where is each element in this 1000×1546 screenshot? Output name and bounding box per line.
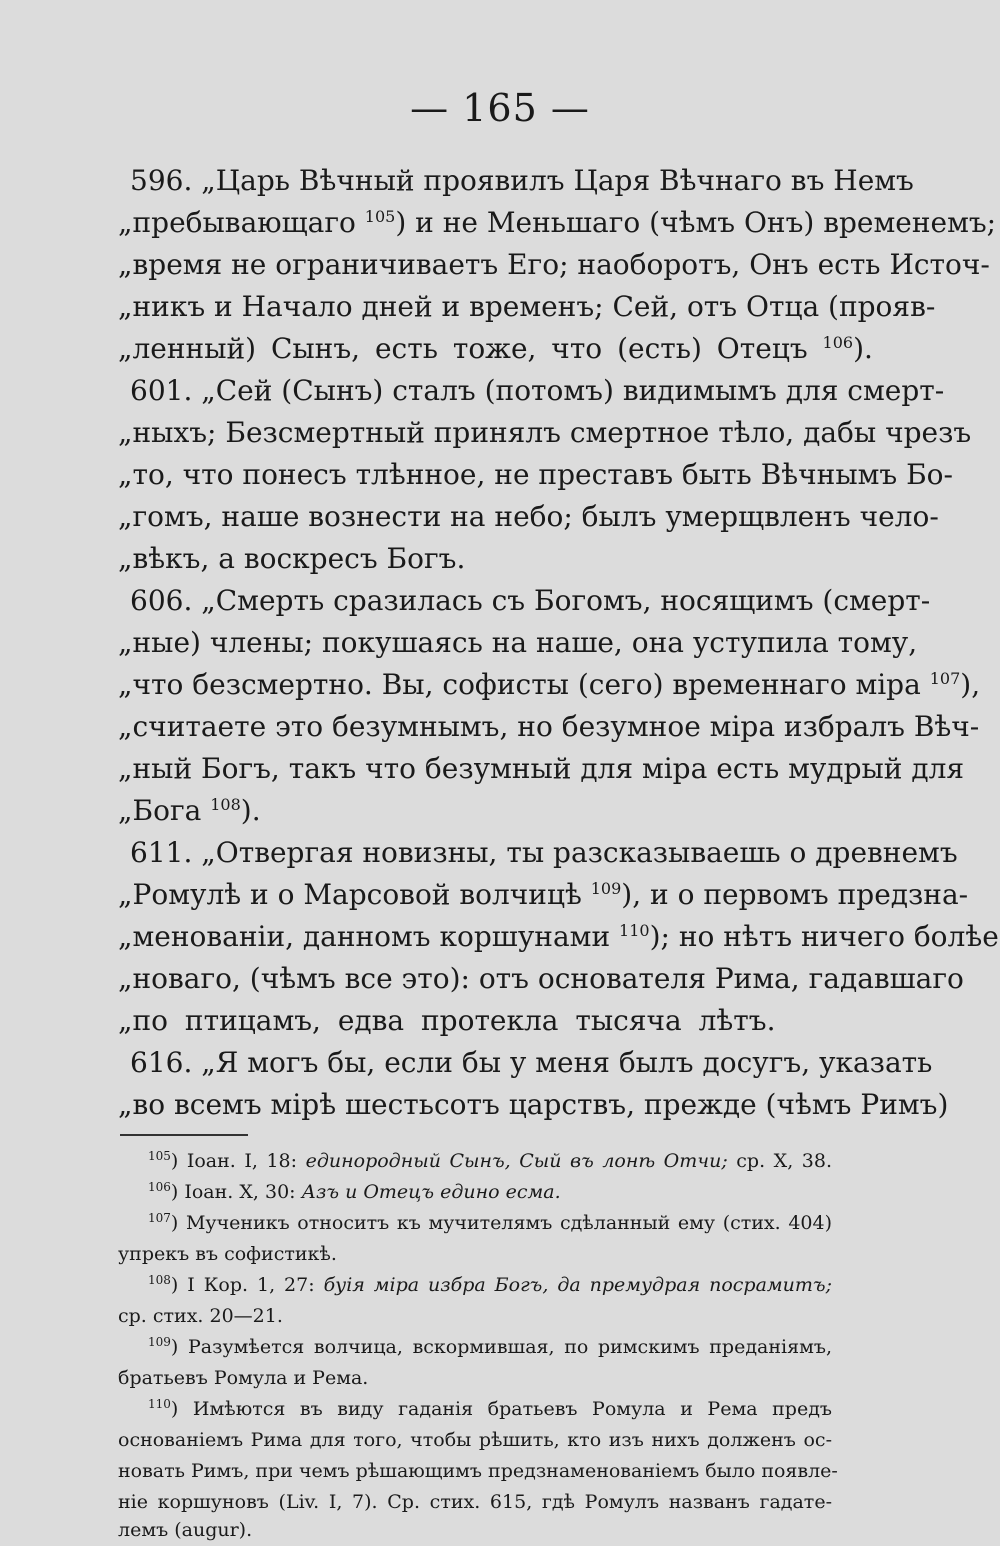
footnote-108: $^{108}$) I Кор. 1, 27: буія міра избра Богъ, да премудрая посрамитъ; — [148, 1273, 832, 1296]
text-line: „то, что понесъ тлѣнное, не преставъ быть Вѣчнымъ Бо- — [118, 458, 953, 491]
text-line: 616. „Я могъ бы, если бы у меня былъ досугъ, указать — [130, 1046, 933, 1079]
text-line: „Бога $^{108}$). — [118, 794, 261, 827]
footnote-ref[interactable]: 109 — [590, 879, 622, 898]
text-line: „по птицамъ, едва протекла тысяча лѣтъ. — [118, 1004, 776, 1037]
footnote-110: $^{110}$) Имѣются въ виду гаданія братьевъ Ромула и Рема предъ — [148, 1397, 832, 1420]
footnote-ref[interactable]: 107 — [929, 669, 961, 688]
footnote-ref[interactable]: 110 — [619, 921, 650, 940]
text-line: „ные) члены; покушаясь на наше, она уступила тому, — [118, 626, 918, 659]
footnote-105: $^{105}$) Іоан. I, 18: единородный Сынъ, Сый въ лонѣ Отчи; ср. X, 38. — [148, 1149, 832, 1172]
text-line: „время не ограничиваетъ Его; наоборотъ, Онъ есть Источ- — [118, 248, 990, 281]
page-number: — 165 — — [410, 86, 590, 130]
text-line: „Ромулѣ и о Марсовой волчицѣ $^{109}$), и о первомъ предзна- — [118, 878, 969, 911]
text-line: „гомъ, наше вознести на небо; былъ умерщвленъ чело- — [118, 500, 939, 533]
footnote-divider — [120, 1134, 248, 1136]
footnote-110-cont: основаніемъ Рима для того, чтобы рѣшить, кто изъ нихъ долженъ ос- — [118, 1429, 832, 1451]
footnote-110-cont: ніе коршуновъ (Liv. I, 7). Ср. стих. 615, гдѣ Ромулъ названъ гадате- — [118, 1491, 832, 1513]
text-line: „никъ и Начало дней и временъ; Сей, отъ Отца (прояв- — [118, 290, 936, 323]
footnote-108-cont: ср. стих. 20—21. — [118, 1305, 283, 1327]
footnote-109-cont: братьевъ Ромула и Рема. — [118, 1367, 369, 1389]
footnote-109: $^{109}$) Разумѣется волчица, вскормившая, по римскимъ преданіямъ, — [148, 1335, 832, 1358]
footnote-ref[interactable]: 105 — [364, 207, 396, 226]
text-line: „менованіи, данномъ коршунами $^{110}$); но нѣтъ ничего болѣе — [118, 920, 999, 953]
footnote-107-cont: упрекъ въ софистикѣ. — [118, 1243, 337, 1265]
footnote-110-cont: новать Римъ, при чемъ рѣшающимъ предзнаменованіемъ было появле- — [118, 1460, 838, 1482]
text-line: „ныхъ; Безсмертный принялъ смертное тѣло, дабы чрезъ — [118, 416, 972, 449]
footnote-106: $^{106}$) Іоан. X, 30: Азъ и Отецъ едино есма. — [148, 1180, 561, 1203]
text-line: „новаго, (чѣмъ все это): отъ основателя Рима, гадавшаго — [118, 962, 964, 995]
text-line: 596. „Царь Вѣчный проявилъ Царя Вѣчнаго въ Немъ — [130, 164, 914, 197]
text-line: 606. „Смерть сразилась съ Богомъ, носящимъ (смерт- — [130, 584, 931, 617]
text-line: 601. „Сей (Сынъ) сталъ (потомъ) видимымъ для смерт- — [130, 374, 945, 407]
footnote-ref[interactable]: 106 — [822, 333, 854, 352]
text-line: „вѣкъ, а воскресъ Богъ. — [118, 542, 466, 575]
text-line: „во всемъ мірѣ шестьсотъ царствъ, прежде (чѣмъ Римъ) — [118, 1088, 949, 1121]
text-line: 611. „Отвергая новизны, ты разсказываешь о древнемъ — [130, 836, 958, 869]
text-line: „ленный) Сынъ, есть тоже, что (есть) Отецъ $^{106}$). — [118, 332, 873, 365]
text-line: „пребывающаго $^{105}$) и не Меньшаго (чѣмъ Онъ) временемъ; — [118, 206, 997, 239]
footnote-107: $^{107}$) Мученикъ относитъ къ мучителямъ сдѣланный ему (стих. 404) — [148, 1211, 832, 1234]
footnote-110-cont: лемъ (augur). — [118, 1519, 253, 1541]
text-line: „ный Богъ, такъ что безумный для міра есть мудрый для — [118, 752, 965, 785]
text-line: „считаете это безумнымъ, но безумное міра избралъ Вѣч- — [118, 710, 980, 743]
text-line: „что безсмертно. Вы, софисты (сего) временнаго міра $^{107}$), — [118, 668, 981, 701]
footnote-ref[interactable]: 108 — [210, 795, 241, 814]
